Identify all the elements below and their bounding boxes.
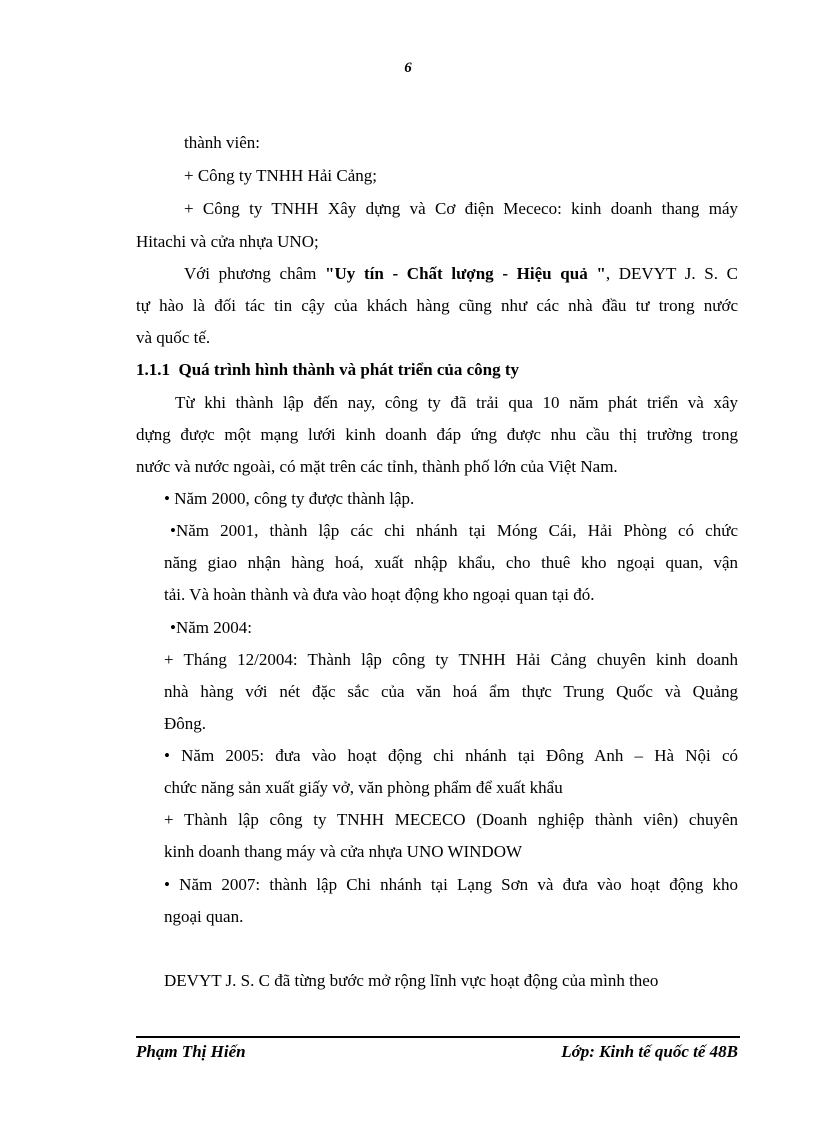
text-line: Hitachi và cửa nhựa UNO; [136,232,319,251]
bullet-item: •Năm 2001, thành lập các chi nhánh tại Móng Cái, Hải Phòng có chức [170,521,738,540]
page-number: 6 [404,60,412,76]
bullet-item: • Năm 2000, công ty được thành lập. [164,489,415,508]
section-title: Quá trình hình thành và phát triển của công ty [178,360,520,379]
text-line: + Thành lập công ty TNHH MECECO (Doanh nghiệp thành viên) chuyên [164,810,738,829]
text-line: kinh doanh thang máy và cửa nhựa UNO WINDOW [164,842,523,861]
text-line: nước và nước ngoài, có mặt trên các tỉnh, thành phố lớn của Việt Nam. [136,457,618,476]
text-line: + Công ty TNHH Hải Cảng; [184,166,377,185]
section-number: 1.1.1 [136,360,170,379]
footer-divider [136,1036,740,1038]
text-line: tự hào là đối tác tin cậy của khách hàng cũng như các nhà đầu tư trong nước [136,296,738,315]
text-line: Từ khi thành lập đến nay, công ty đã trải qua 10 năm phát triển và xây [175,393,738,412]
motto-line [184,263,738,285]
text-line: năng giao nhận hàng hoá, xuất nhập khẩu, cho thuê kho ngoại quan, vận [164,553,738,572]
motto-suffix: , DEVYT J. S. C [605,264,738,283]
text-line: chức năng sản xuất giấy vở, văn phòng phẩm để xuất khẩu [164,778,563,797]
text-line: ngoại quan. [164,907,244,926]
bullet-item: •Năm 2004: [170,618,252,637]
bullet-item: • Năm 2007: thành lập Chi nhánh tại Lạng Sơn và đưa vào hoạt động kho [164,875,738,894]
text-line: DEVYT J. S. C đã từng bước mở rộng lĩnh vực hoạt động của mình theo [164,971,659,990]
motto-text: "Uy tín - Chất lượng - Hiệu quả " [325,264,606,283]
text-line: nhà hàng với nét đặc sắc của văn hoá ẩm thực Trung Quốc và Quảng [164,682,738,701]
section-heading [136,359,519,381]
text-line: Đông. [164,714,207,733]
text-line: tải. Và hoàn thành và đưa vào hoạt động kho ngoại quan tại đó. [164,585,595,604]
footer-author: Phạm Thị Hiến [136,1042,246,1061]
bullet-item: • Năm 2005: đưa vào hoạt động chi nhánh tại Đông Anh – Hà Nội có [164,746,738,765]
motto-prefix: Với phương châm [184,264,326,283]
text-line: + Tháng 12/2004: Thành lập công ty TNHH Hải Cảng chuyên kinh doanh [164,650,738,669]
text-line: + Công ty TNHH Xây dựng và Cơ điện Mececo: kinh doanh thang máy [184,199,738,218]
text-line: và quốc tế. [136,328,211,347]
text-line: thành viên: [184,133,261,152]
text-line: dựng được một mạng lưới kinh doanh đáp ứng được nhu cầu thị trường trong [136,425,738,444]
footer-class: Lớp: Kinh tế quốc tế 48B [561,1042,738,1061]
